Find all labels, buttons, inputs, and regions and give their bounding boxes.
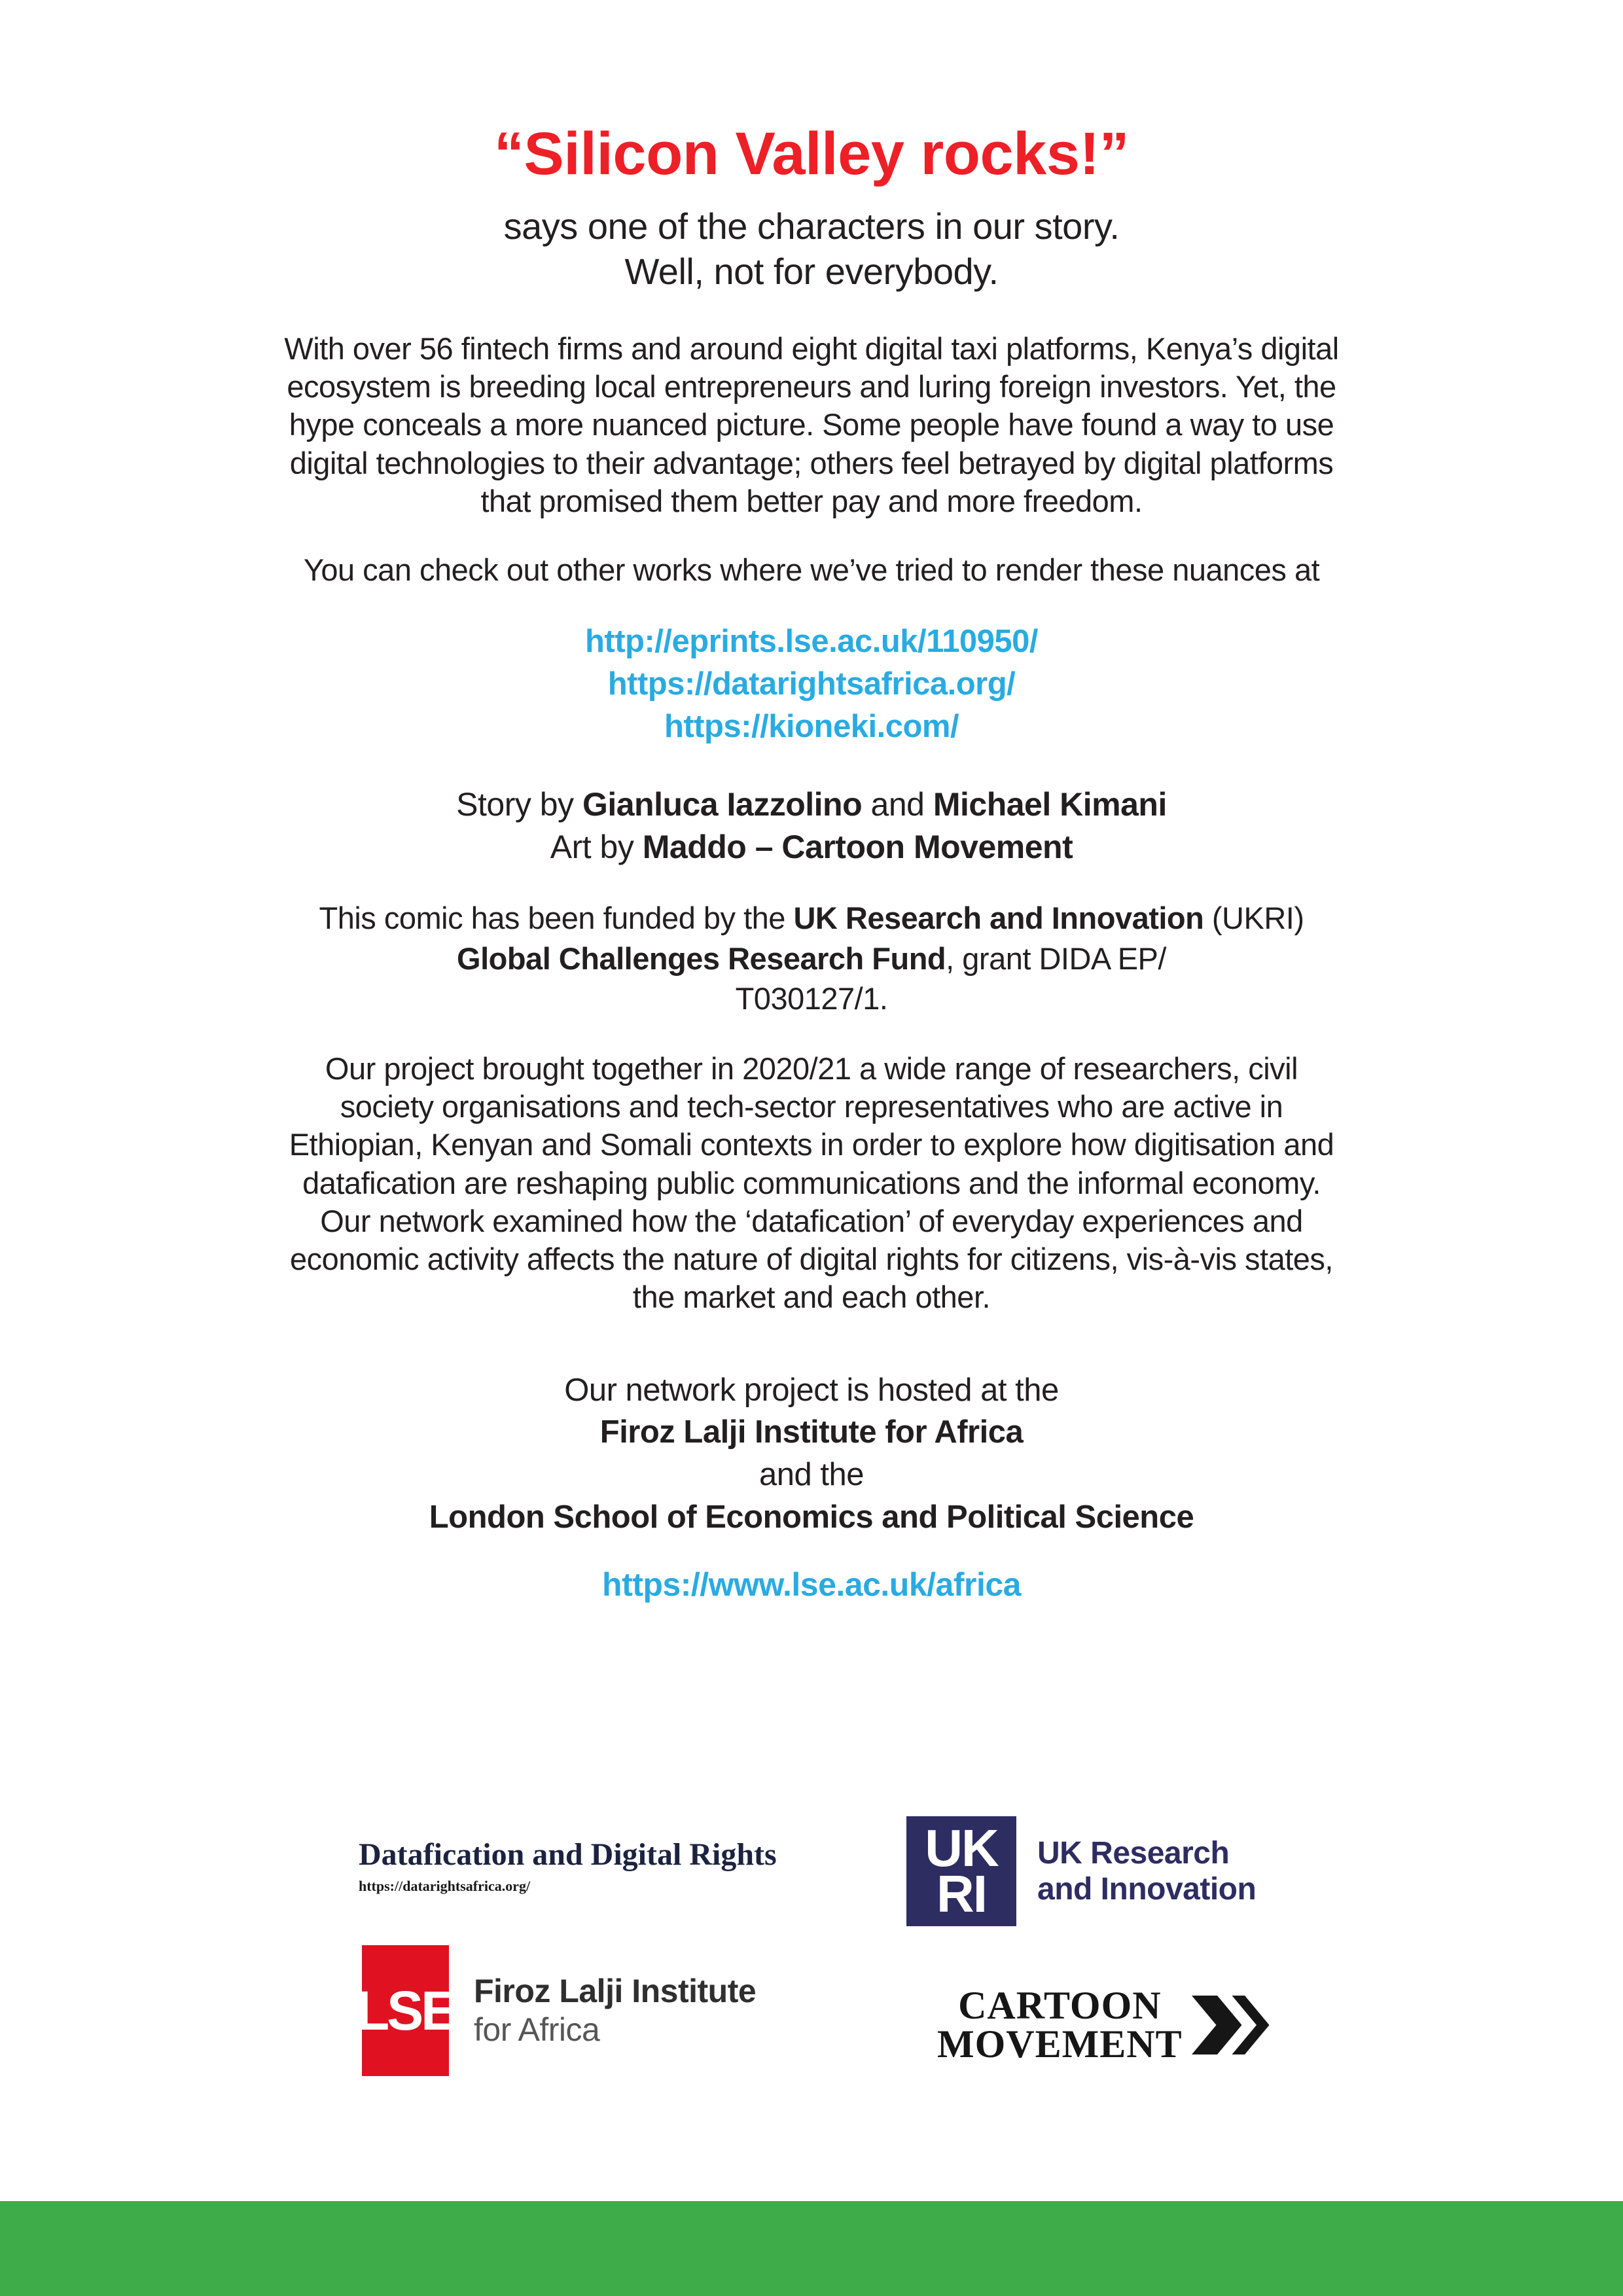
double-chevron-icon [1192,1986,1270,2064]
hosted-block [275,1369,1348,1539]
link-eprints[interactable]: http://eprints.lse.ac.uk/110950/ [584,624,1039,660]
lse-name-line-1: Firoz Lalji Institute [474,1973,757,2009]
funding-gcrf: Global Challenges Research Fund [457,941,946,976]
story-author-1: Gianluca Iazzolino [582,786,863,823]
hosted-institute: Firoz Lalji Institute for Africa [599,1414,1024,1450]
datarights-logo-title: Datafication and Digital Rights [359,1837,777,1872]
cartoon-movement-wordmark [937,1986,1183,2064]
project-paragraph: Our project brought together in 2020/21 a wide range of researchers, civil society organisations and tech-sector representatives who are active in Ethiopian, Kenyan and Somali contexts in order to explore how digitisation and datafication are reshaping public communications and the informal economy. Our network examined how the ‘datafication’ of everyday experiences and economic activity affects the nature of digital rights for citizens, vis-à-vis states, the market and each other. [289,1050,1334,1315]
ukri-name-line-2: and Innovation [1037,1872,1257,1907]
link-kioneki[interactable]: https://kioneki.com/ [664,708,959,744]
ukri-logo-name [1037,1835,1256,1907]
hosted-school: London School of Economics and Political Science [429,1499,1194,1535]
story-and: and [862,786,933,823]
ukri-box-ri: RI [936,1865,986,1923]
funding-mid: (UKRI) [1204,901,1304,936]
lse-acronym: LSE [355,1979,455,2041]
story-credit-line [275,783,1348,826]
subtitle-line-1: says one of the characters in our story. [503,206,1120,247]
funding-grant-number: T030127/1. [735,980,888,1016]
art-author: Maddo – Cartoon Movement [642,829,1073,866]
link-datarightsafrica[interactable]: https://datarightsafrica.org/ [607,666,1016,702]
ukri-name-line-1: UK Research [1037,1835,1230,1871]
datarights-logo [359,1837,777,1895]
art-prefix: Art by [550,829,643,866]
lse-logo-name [474,1972,756,2049]
cartoon-movement-line-2: MOVEMENT [937,2022,1183,2066]
subtitle-line-2: Well, not for everybody. [624,250,999,292]
art-credit-line [275,826,1348,869]
lse-logo [355,1945,757,2076]
lse-logo-icon [355,1945,455,2076]
story-prefix: Story by [456,786,582,823]
hosted-line-3: and the [759,1456,864,1492]
datarights-logo-url: https://datarightsafrica.org/ [359,1878,531,1894]
hosted-line-1: Our network project is hosted at the [564,1372,1059,1408]
subtitle [275,204,1348,294]
credits-block [275,783,1348,869]
funding-grant: , grant DIDA EP/ [946,941,1166,976]
cartoon-movement-line-1: CARTOON [958,1984,1162,2028]
ukri-logo-icon [906,1816,1016,1926]
intro-paragraph: With over 56 fintech firms and around eight digital taxi platforms, Kenya’s digital ecosystem is breeding local entrepreneurs and luring foreign investors. Yet, the hype conceals a more nuanced picture. Some people have found a way to use digital technologies to their advantage; others feel betrayed by digital platforms that promised them better pay and more freedom. [284,331,1339,518]
lse-name-line-2: for Africa [474,2011,600,2048]
funding-paragraph [275,898,1348,1018]
ukri-logo [906,1816,1256,1926]
cartoon-movement-logo [937,1986,1270,2064]
lse-link-row [275,1566,1348,1604]
footer-green-bar [0,2201,1623,2296]
links-list [275,620,1348,747]
link-lse-africa[interactable]: https://www.lse.ac.uk/africa [602,1566,1021,1604]
funding-pre: This comic has been funded by the [319,901,794,936]
ukri-box-uk: UK [925,1818,998,1877]
checkout-paragraph: You can check out other works where we’ve tried to render these nuances at [303,552,1320,588]
page-title: “Silicon Valley rocks!” [493,120,1130,187]
funding-ukri: UK Research and Innovation [793,901,1204,936]
text-column [275,0,1348,1604]
story-author-2: Michael Kimani [933,786,1167,823]
